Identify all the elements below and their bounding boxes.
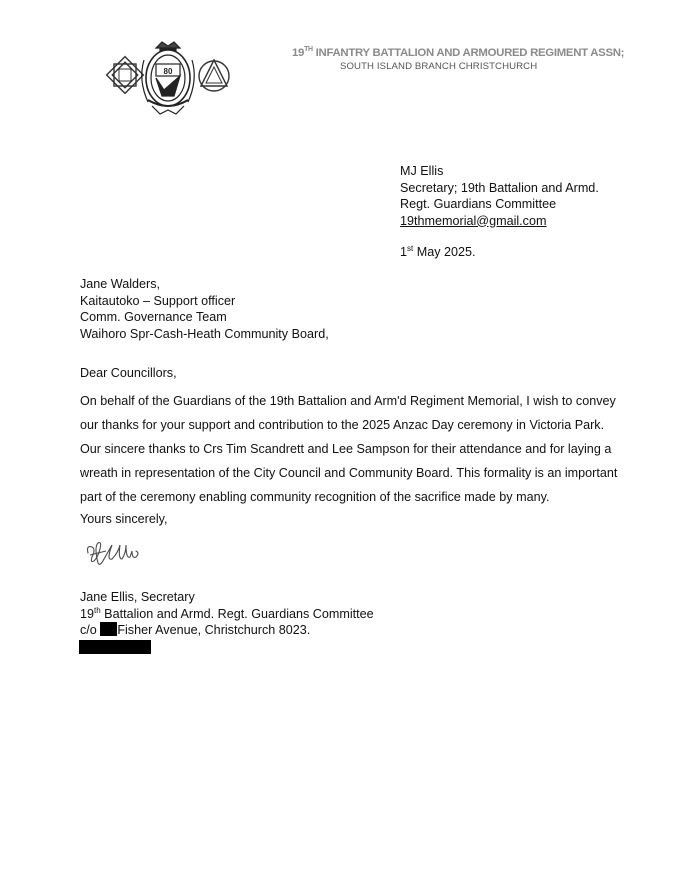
closing: Yours sincerely, [80,512,168,526]
redaction-box [100,622,117,636]
signatory-name: Jane Ellis, Secretary [80,590,195,604]
letterhead-number: 19 [292,46,305,59]
signatory-block [80,589,374,639]
crest-number: 80 [163,67,173,76]
letter-date [400,244,476,261]
central-crest [142,42,195,114]
address-prefix: c/o [80,623,101,637]
body-line: our thanks for your support and contribution to the 2025 Anzac Day ceremony in Victoria Park. [80,418,605,432]
sender-name: MJ Ellis [400,164,444,178]
address-rest: Fisher Avenue, Christchurch 8023. [117,623,311,637]
recipient-name: Jane Walders, [80,277,161,291]
body-line: Our sincere thanks to Crs Tim Scandrett and Lee Sampson for their attendance and for laying a [80,442,612,456]
diamond-emblem-icon [107,57,144,94]
letter-body [80,389,617,509]
signatory-org [80,606,374,623]
letterhead-suffix: TH [304,46,313,53]
body-line: wreath in representation of the City Council and Community Board. This formality is an important [80,466,618,480]
sender-title-line1: Secretary; 19th Battalion and Armd. [400,180,599,195]
triangle-emblem-icon [199,60,229,91]
date-rest: May 2025. [413,245,476,259]
body-line: On behalf of the Guardians of the 19th Battalion and Arm'd Regiment Memorial, I wish to convey [80,394,616,408]
redaction-bar [79,640,151,654]
recipient-role: Kaitautoko – Support officer [80,293,236,308]
signatory-org-number: 19 [80,606,95,621]
signatory-org-rest: Battalion and Armd. Regt. Guardians Committee [100,606,374,621]
signatory-org-suffix: th [94,605,101,615]
body-line: part of the ceremony enabling community recognition of the sacrifice made by many. [80,490,550,504]
letterhead-title [292,46,624,59]
letterhead-title-rest: INFANTRY BATTALION AND ARMOURED REGIMENT ASSN; [312,46,625,59]
signature-mark [82,535,142,569]
recipient-team: Comm. Governance Team [80,310,227,324]
crest-icon [104,40,234,118]
date-suffix: st [407,243,414,253]
sender-email-link[interactable]: 19thmemorial@gmail.com [400,213,547,228]
sender-block [400,163,599,229]
sender-title-line2: Regt. Guardians Committee [400,197,557,211]
recipient-board: Waihoro Spr-Cash-Heath Community Board, [80,326,329,341]
date-day: 1 [400,245,408,259]
recipient-block [80,276,329,342]
salutation: Dear Councillors, [80,366,177,380]
letterhead-subtitle: SOUTH ISLAND BRANCH CHRISTCHURCH [340,61,538,72]
signatory-address [80,622,374,639]
